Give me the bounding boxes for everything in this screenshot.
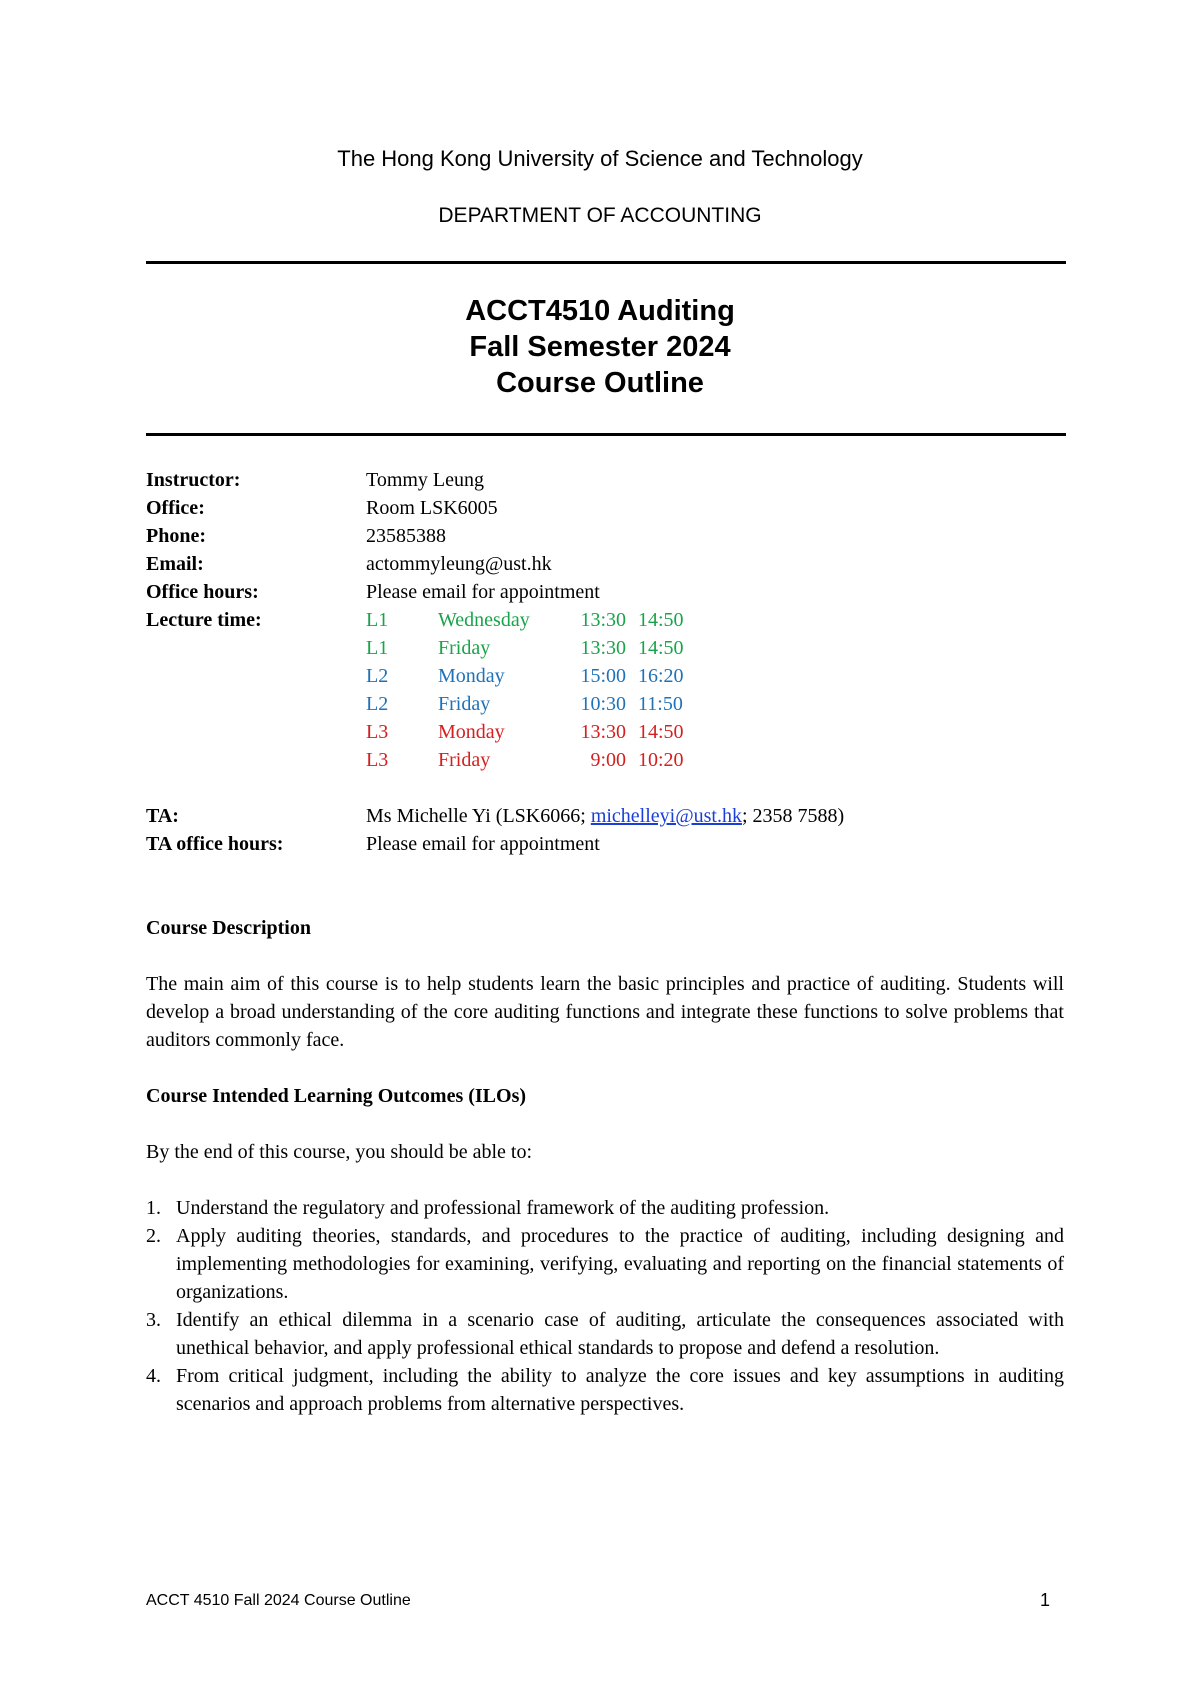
lecture-section: L2 xyxy=(366,693,389,715)
course-description-section xyxy=(146,914,1064,1054)
lecture-start: 15:00 xyxy=(580,665,626,687)
lecture-start: 13:30 xyxy=(580,609,626,631)
lecture-end: 11:50 xyxy=(638,693,683,715)
lecture-start: 13:30 xyxy=(580,637,626,659)
phone-value: 23585388 xyxy=(366,525,446,547)
email-value: actommyleung@ust.hk xyxy=(366,553,552,575)
lecture-section: L3 xyxy=(366,721,389,743)
list-item xyxy=(146,1306,1064,1362)
course-title-block xyxy=(0,293,1200,401)
ilo-list xyxy=(146,1194,1064,1418)
bottom-divider xyxy=(146,433,1066,436)
ta-email-link[interactable]: michelleyi@ust.hk xyxy=(590,805,742,827)
lecture-start: 13:30 xyxy=(580,721,626,743)
lecture-day: Monday xyxy=(438,665,505,687)
ta-name: Ms Michelle Yi (LSK6066; xyxy=(366,805,591,827)
list-item-text: From critical judgment, including the ability to analyze the core issues and key assumptions in auditing scenarios and approach problems from alternative perspectives. xyxy=(176,1365,1064,1415)
phone-label: Phone: xyxy=(146,525,206,547)
list-item-number: 1. xyxy=(146,1197,161,1219)
ilo-section xyxy=(146,1082,1064,1418)
ilo-intro: By the end of this course, you should be able to: xyxy=(146,1141,533,1163)
page-number: 1 xyxy=(1040,1590,1051,1610)
university-name: The Hong Kong University of Science and Technology xyxy=(337,146,863,171)
instructor-label: Instructor: xyxy=(146,469,241,491)
list-item-number: 2. xyxy=(146,1225,161,1247)
lecture-end: 14:50 xyxy=(638,609,684,631)
list-item-text: Understand the regulatory and professional framework of the auditing profession. xyxy=(176,1197,830,1219)
ta-value xyxy=(366,802,844,830)
office-value: Room LSK6005 xyxy=(366,497,498,519)
course-description-text: The main aim of this course is to help students learn the basic principles and practice of auditing. Students will develop a broad understanding of the core auditing functions and integrate these functions to solve problems that auditors commonly face. xyxy=(146,973,1064,1051)
course-description-heading: Course Description xyxy=(146,917,311,939)
lecture-end: 10:20 xyxy=(638,749,684,771)
ta-hours-value: Please email for appointment xyxy=(366,833,600,855)
instructor-value: Tommy Leung xyxy=(366,469,485,491)
footer-title: ACCT 4510 Fall 2024 Course Outline xyxy=(146,1592,411,1609)
course-title: ACCT4510 Auditing xyxy=(465,295,735,327)
lecture-section: L1 xyxy=(366,637,389,659)
outline-title: Course Outline xyxy=(496,367,704,399)
email-label: Email: xyxy=(146,553,204,575)
ta-phone: ; 2358 7588) xyxy=(741,805,845,827)
lecture-section: L1 xyxy=(366,609,389,631)
lecture-day: Monday xyxy=(438,721,505,743)
lecture-end: 14:50 xyxy=(638,721,684,743)
list-item xyxy=(146,1222,1064,1306)
list-item-text: Apply auditing theories, standards, and procedures to the practice of auditing, including designing and implementing methodologies for examining, verifying, evaluating and reporting on the financial statements of organizations. xyxy=(176,1225,1064,1303)
lecture-day: Friday xyxy=(438,749,491,771)
ilo-heading: Course Intended Learning Outcomes (ILOs) xyxy=(146,1085,527,1107)
semester-title: Fall Semester 2024 xyxy=(469,331,731,363)
list-item xyxy=(146,1194,1064,1222)
lecture-start: 9:00 xyxy=(590,749,626,771)
ta-label: TA: xyxy=(146,805,179,827)
list-item-number: 3. xyxy=(146,1309,161,1331)
lecture-end: 14:50 xyxy=(638,637,684,659)
lecture-day: Friday xyxy=(438,637,491,659)
lecture-day: Friday xyxy=(438,693,491,715)
lecture-end: 16:20 xyxy=(638,665,684,687)
list-item-text: Identify an ethical dilemma in a scenario case of auditing, articulate the consequences associated with unethical behavior, and apply professional ethical standards to propose and defend a resolution. xyxy=(176,1309,1064,1359)
lecture-time-label: Lecture time: xyxy=(146,609,262,631)
lecture-start: 10:30 xyxy=(580,693,626,715)
list-item xyxy=(146,1362,1064,1418)
office-hours-label: Office hours: xyxy=(146,581,259,603)
lecture-day: Wednesday xyxy=(438,609,530,631)
office-hours-value: Please email for appointment xyxy=(366,581,600,603)
top-divider xyxy=(146,261,1066,264)
ta-hours-label: TA office hours: xyxy=(146,833,284,855)
office-label: Office: xyxy=(146,497,205,519)
lecture-section: L3 xyxy=(366,749,389,771)
lecture-section: L2 xyxy=(366,665,389,687)
list-item-number: 4. xyxy=(146,1365,161,1387)
department-name: DEPARTMENT OF ACCOUNTING xyxy=(438,204,762,227)
